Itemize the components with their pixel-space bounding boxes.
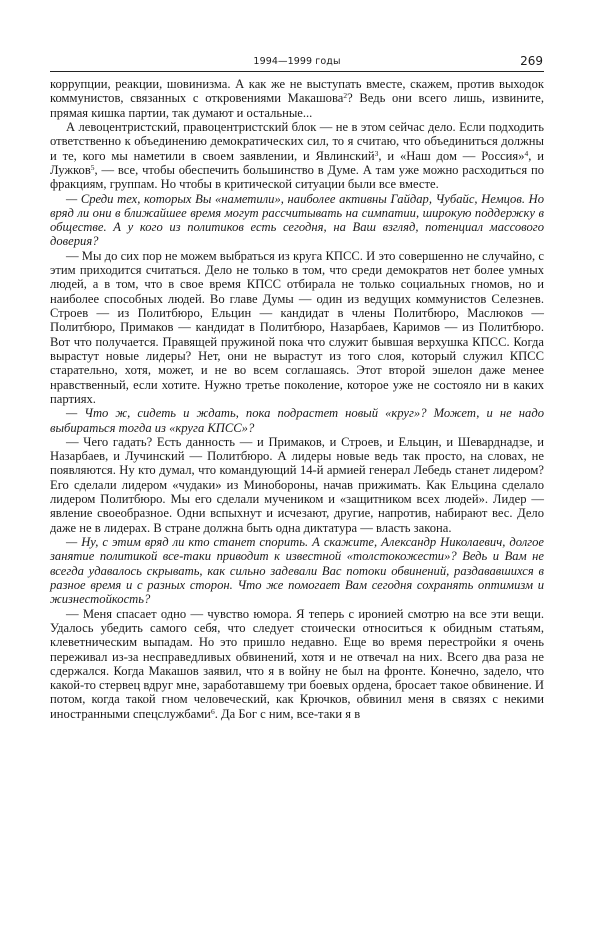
text-run: — Чего гадать? Есть данность — и Примаков, и Строев, и Ельцин, и Шеварднадзе, и Назарбаев, и Лучинский — Политбюро. А лидеры новые ведь так просто, на словах, не появляются. Ну кто думал, что командующий 14-й армией генерал Лебедь станет лидером? Его сделали лидером «чудаки» из Минобороны, начав прижимать. Как Ельцина сделало лидером Политбюро. Мы его сделали мучеником и «защитником всех людей». Лидер — явление своеобразное. Одни вспыхнут и исчезают, другие, напротив, набирают вес. Дело даже не в лидерах. В стране должна быть одна диктатура — власть закона.	[50, 434, 544, 535]
text-run: — Среди тех, которых Вы «наметили», наиболее активны Гайдар, Чубайс, Немцов. Но вряд ли они в ближайшее время могут рассчитывать на симпатии, широкую поддержку в обществе. А у кого из политиков есть сегодня, на Ваш взгляд, потенциал массового доверия?	[50, 191, 544, 249]
paragraph-answer	[50, 607, 544, 722]
text-run: , и «Наш дом — Россия»	[378, 148, 525, 163]
paragraph-question	[50, 535, 544, 607]
text-run: , и Лужков	[50, 148, 544, 177]
page-number: 269	[520, 54, 543, 68]
text-run: , — все, чтобы обеспечить большинство в Думе. А там уже можно расходиться по фракциям, группам. Но чтобы в критической ситуации были все вместе.	[50, 162, 544, 192]
footnote-ref[interactable]: 2	[343, 91, 348, 101]
text-run: А левоцентристский, правоцентристский блок — не в этом сейчас дело. Если подходить ответственно к объединению демократических сил, то я считаю, что объединиться должны и те, кого мы наметили в своем заявлении, и Явлинский	[50, 119, 544, 163]
footnote-ref[interactable]: 6	[210, 706, 215, 716]
paragraph-question	[50, 406, 544, 435]
book-page	[50, 54, 544, 721]
running-header	[50, 54, 544, 72]
text-run: — Меня спасает одно — чувство юмора. Я теперь с иронией смотрю на все эти вещи. Удалось убедить самого себя, что следует стоически относиться к обидным статьям, клеветническим выпадам. Но это пришло недавно. Еще во время перестройки я очень переживал из-за несправедливых обвинений, хотя и не отвечал на них. Всего два раза не сдержался. Когда Макашов заявил, что я в войну не был на фронте. Конечно, задело, что какой-то стервец вдруг мне, заработавшему три боевых ордена, бросает такое обвинение. И потом, когда такой гном человеческий, как Крючков, обвинил меня в связях с некими иностранными спецслужбами	[50, 606, 544, 721]
text-run: коррупции, реакции, шовинизма. А как же не выступать вместе, скажем, против выходок коммунистов, связанных с откровениями Макашова	[50, 77, 544, 106]
body-text	[50, 77, 544, 721]
text-run: — Мы до сих пор не можем выбраться из круга КПСС. И это совершенно не случайно, с этим приходится считаться. Дело не только в том, что среди демократов нет более умных людей, а в том, что в свое время КПСС отбирала не только социальных гномов, но и наиболее способных людей. Во главе Думы — один из ведущих коммунистов Селезнев. Строев — из Политбюро, Ельцин — кандидат в члены Политбюро, Маслюков — Политбюро, Примаков — кандидат в Политбюро, Назарбаев, Каримов — из Политбюро. Вот что получается. Правящей пружиной пока что служит бывшая верхушка КПСС. Когда вырастут новые лидеры? Нет, они не вырастут из того слоя, который служил КПСС старательно, хотя, может, и не во всем соглашаясь. Этот второй эшелон даже менее нравственный, если хотите. Нужно третье поколение, которое уже не состояло ни в каких партиях.	[50, 248, 544, 406]
paragraph-answer	[50, 435, 544, 535]
paragraph-question	[50, 192, 544, 249]
text-run: ? Ведь они всего лишь, извините, прямая кишка партии, так думают и остальные...	[50, 91, 544, 120]
text-run: — Что ж, сидеть и ждать, пока подрастет новый «круг»? Может, и не надо выбираться тогда из «круга КПСС»?	[50, 406, 544, 435]
footnote-ref[interactable]: 5	[90, 162, 95, 172]
running-title: 1994—1999 годы	[253, 56, 341, 67]
paragraph-answer	[50, 249, 544, 406]
paragraph-answer	[50, 120, 544, 192]
text-run: . Да Бог с ним, все-таки я в	[214, 706, 361, 721]
footnote-ref[interactable]: 3	[374, 148, 379, 158]
text-run: — Ну, с этим вряд ли кто станет спорить. А скажите, Александр Николаевич, долгое занятие политикой все-таки приводит к известной «толстокожести»? Ведь и Вам не всегда удавалось скрывать, как сильно задевали Вас потоки обвинений, раздававшихся в разное время и с разных сторон. Что же помогает Вам сегодня сохранять оптимизм и жизнестойкость?	[50, 535, 544, 607]
paragraph-answer	[50, 77, 544, 120]
footnote-ref[interactable]: 4	[524, 148, 529, 158]
